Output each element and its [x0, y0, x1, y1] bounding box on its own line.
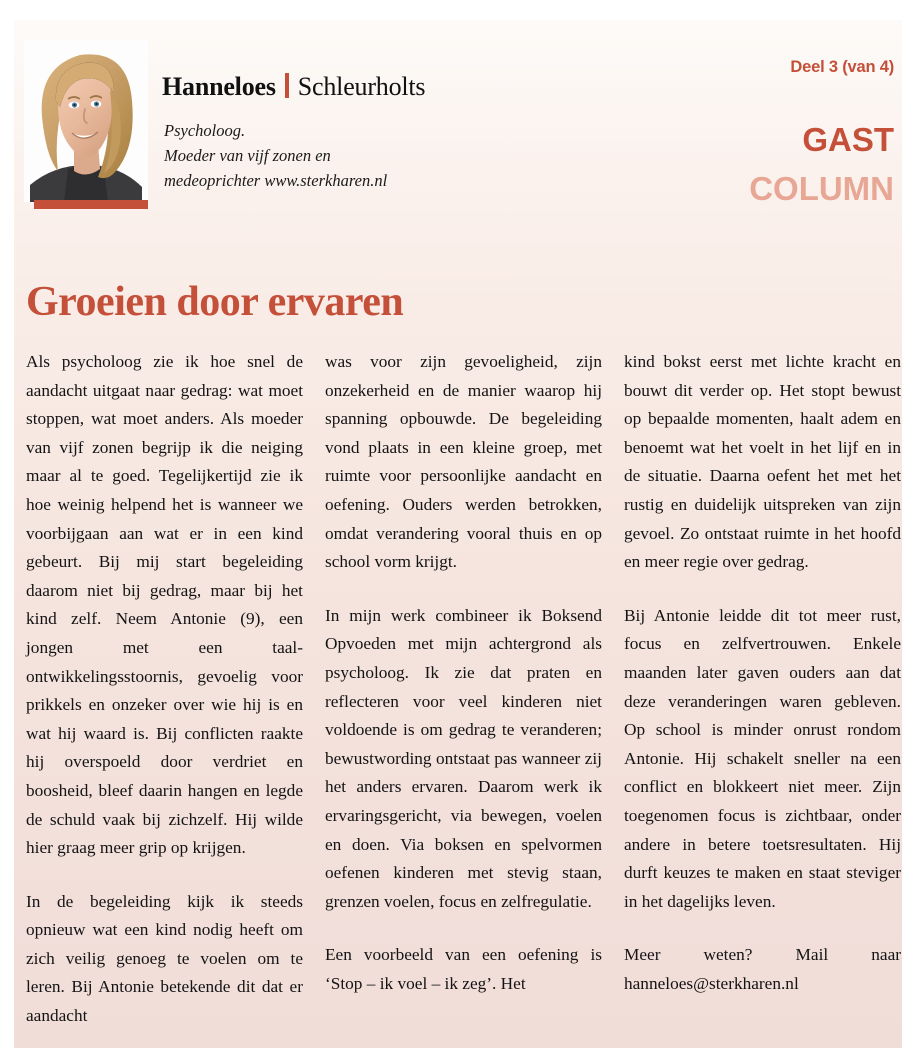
series-part-label: Deel 3 (van 4): [790, 58, 894, 76]
author-portrait-block: [24, 39, 148, 211]
author-bio: [164, 118, 387, 193]
text-column-3: [624, 348, 901, 1048]
author-first-name: Hanneloes: [162, 72, 276, 101]
paragraph: In mijn werk combineer ik Boksend Opvoeden met mijn achtergrond als psycholoog. Ik zie dat praten en reflecteren voor veel kinderen niet voldoende is om gedrag te veranderen; bewustwording ontstaat pas wanneer zij het anders ervaren. Daarom werk ik ervaringsgericht, via bewegen, voelen en doen. Via boksen en spelvormen oefenen kinderen met stevig staan, grenzen voelen, focus en zelfregulatie.: [325, 605, 602, 911]
paragraph: Bij Antonie leidde dit tot meer rust, focus en zelfvertrouwen. Enkele maanden later gaven ouders aan dat deze veranderingen waren gebleven. Op school is minder onrust rondom Antonie. Hij schakelt sneller na een conflict en blokkeert niet meer. Zijn toegenomen focus is zichtbaar, onder andere in betere toetsresultaten. Hij durft keuzes te maken en staat steviger in het dagelijks leven.: [624, 605, 901, 911]
article-body: [26, 348, 902, 1048]
paragraph: kind bokst eerst met lichte kracht en bouwt dit verder op. Het stopt bewust op bepaalde momenten, haalt adem en benoemt wat het voelt in het lijf en in de situatie. Daarna oefent het met het rustig en duidelijk uitspreken van zijn gevoel. Zo ontstaat ruimte in het hoofd en meer regie over gedrag.: [624, 352, 901, 572]
avatar: [24, 39, 148, 202]
author-bio-line-1: Psycholoog.: [164, 121, 246, 140]
byline-divider: [285, 73, 289, 98]
article-header: [14, 20, 902, 212]
portrait-accent-rule: [34, 200, 148, 209]
paragraph: In de begeleiding kijk ik steeds opnieuw wat een kind nodig heeft om zich veilig genoeg te voelen om te leren. Bij Antonie betekende dit dat er aandacht: [26, 891, 303, 1026]
page-title: Groeien door ervaren: [26, 279, 404, 326]
byline: [162, 70, 425, 102]
contact-paragraph: Meer weten? Mail naar hanneloes@sterkharen.nl: [624, 945, 901, 993]
portrait-illustration: [24, 39, 148, 202]
author-bio-line-3: medeoprichter www.sterkharen.nl: [164, 171, 388, 190]
author-bio-line-2: Moeder van vijf zonen en: [164, 146, 331, 165]
text-column-2: [325, 348, 602, 1048]
kicker-gast: GAST: [802, 121, 894, 158]
paragraph: was voor zijn gevoeligheid, zijn onzekerheid en de manier waarop hij spanning opbouwde. De begeleiding vond plaats in een kleine groep, met ruimte voor persoonlijke aandacht en oefening. Ouders werden betrokken, omdat verandering vooral thuis en op school vorm krijgt.: [325, 352, 602, 572]
kicker-column: COLUMN: [749, 170, 894, 207]
column-page: [14, 20, 902, 1048]
paragraph: Een voorbeeld van een oefening is ‘Stop – ik voel – ik zeg’. Het: [325, 945, 602, 993]
paragraph: Als psycholoog zie ik hoe snel de aandacht uitgaat naar gedrag: wat moet stoppen, wat moet anders. Als moeder van vijf zonen begrijp ik die neiging maar al te goed. Tegelijkertijd zie ik hoe weinig helpend het is wanneer we voorbijgaan aan wat er in een kind gebeurt. Bij mij start begeleiding daarom niet bij gedrag, maar bij het kind zelf. Neem Antonie (9), een jongen met een taalontwikkelingsstoornis, gevoelig voor prikkels en onzeker over wie hij is en wat hij waard is. Bij conflicten raakte hij overspoeld door verdriet en boosheid, bleef daarin hangen en legde de schuld vaak bij zichzelf. Hij wilde hier graag meer grip op krijgen.: [26, 352, 303, 858]
text-column-1: [26, 348, 303, 1048]
author-last-name: Schleurholts: [297, 72, 426, 101]
